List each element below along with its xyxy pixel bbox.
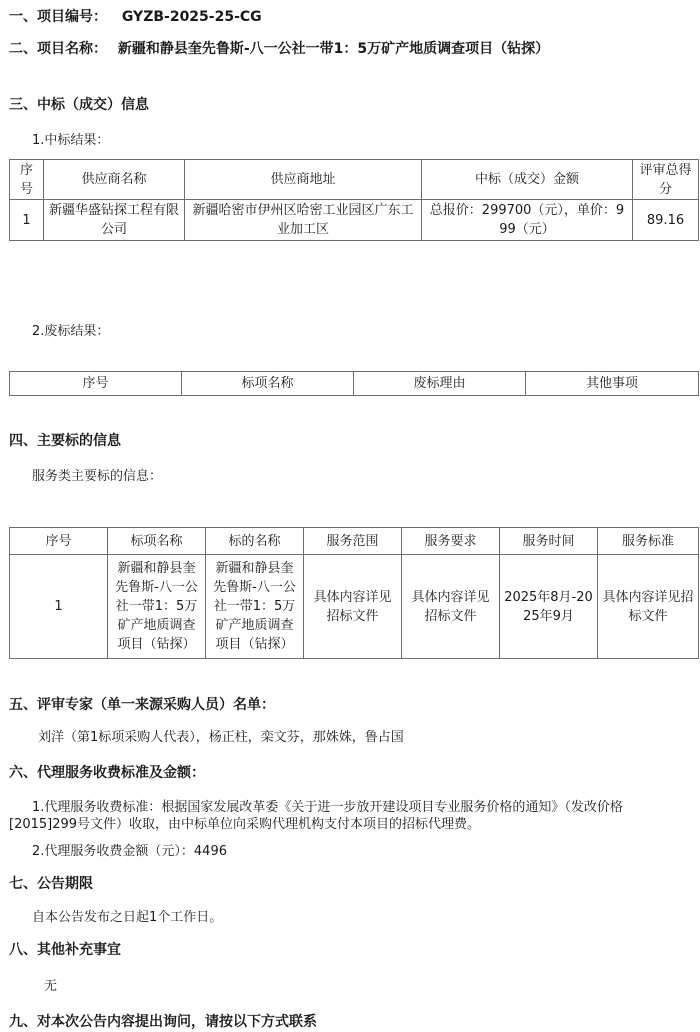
supplementary-text: 无 bbox=[44, 979, 58, 994]
project-number-value: GYZB-2025-25-CG bbox=[121, 9, 262, 25]
section7-heading: 七、公告期限 bbox=[9, 876, 93, 892]
section3-heading: 三、中标（成交）信息 bbox=[9, 97, 149, 113]
section4-heading: 四、主要标的信息 bbox=[9, 433, 121, 449]
col-header-service-time: 服务时间 bbox=[500, 528, 598, 555]
win-result-table bbox=[9, 159, 699, 241]
section9-heading: 九、对本次公告内容提出询问，请按以下方式联系 bbox=[9, 1014, 317, 1030]
section6-heading: 六、代理服务收费标准及金额： bbox=[9, 765, 205, 781]
project-name-heading: 二、项目名称： bbox=[9, 41, 107, 57]
win-table-header-row bbox=[10, 160, 699, 200]
col-header-service-standard: 服务标准 bbox=[598, 528, 699, 555]
col-header-service-scope: 服务范围 bbox=[304, 528, 402, 555]
fee-standard-line1: 1.代理服务收费标准：根据国家发展改革委《关于进一步放开建设项目专业服务价格的通知》（发改价格 bbox=[32, 800, 623, 815]
cell-service-requirement: 具体内容详见招标文件 bbox=[402, 555, 500, 659]
project-name-value: 新疆和静县奎先鲁斯-八一公社一带1：5万矿产地质调查项目（钻探） bbox=[117, 41, 550, 57]
fee-amount: 2.代理服务收费金额（元）：4496 bbox=[32, 844, 227, 859]
table-row bbox=[10, 555, 699, 659]
col-header-index: 序号 bbox=[10, 160, 44, 200]
notice-period: 自本公告发布之日起1个工作日。 bbox=[32, 910, 223, 925]
col-header-supplier-address: 供应商地址 bbox=[185, 160, 422, 200]
col-header-other-matters: 其他事项 bbox=[526, 372, 699, 396]
fail-table-header-row bbox=[10, 372, 699, 396]
cell-score: 89.16 bbox=[633, 200, 699, 241]
cell-service-time: 2025年8月-2025年9月 bbox=[500, 555, 598, 659]
col-header-lot-name: 标项名称 bbox=[108, 528, 206, 555]
col-header-lot-name: 标项名称 bbox=[182, 372, 354, 396]
col-header-supplier-name: 供应商名称 bbox=[44, 160, 185, 200]
cell-supplier-name: 新疆华盛钻探工程有限公司 bbox=[44, 200, 185, 241]
section8-heading: 八、其他补充事宜 bbox=[9, 942, 121, 958]
cell-lot-name: 新疆和静县奎先鲁斯-八一公社一带1：5万矿产地质调查项目（钻探） bbox=[108, 555, 206, 659]
project-number-heading: 一、项目编号： bbox=[9, 9, 107, 25]
col-header-score: 评审总得分 bbox=[633, 160, 699, 200]
project-name-line bbox=[9, 38, 549, 58]
fail-result-table bbox=[9, 371, 699, 396]
main-item-table bbox=[9, 527, 699, 659]
table-row bbox=[10, 200, 699, 241]
fee-standard-line2: [2015]299号文件）收取，由中标单位向采购代理机构支付本项目的招标代理费。 bbox=[9, 817, 481, 832]
col-header-index: 序号 bbox=[10, 528, 108, 555]
section5-heading: 五、评审专家（单一来源采购人员）名单： bbox=[9, 697, 275, 713]
win-result-label: 1.中标结果： bbox=[32, 133, 110, 148]
cell-subject-name: 新疆和静县奎先鲁斯-八一公社一带1：5万矿产地质调查项目（钻探） bbox=[206, 555, 304, 659]
col-header-subject-name: 标的名称 bbox=[206, 528, 304, 555]
fail-result-label: 2.废标结果： bbox=[32, 324, 110, 339]
cell-index: 1 bbox=[10, 555, 108, 659]
section4-intro: 服务类主要标的信息： bbox=[32, 469, 163, 484]
cell-supplier-address: 新疆哈密市伊州区哈密工业园区广东工业加工区 bbox=[185, 200, 422, 241]
col-header-index: 序号 bbox=[10, 372, 182, 396]
project-number-line bbox=[9, 6, 262, 26]
main-table-header-row bbox=[10, 528, 699, 555]
cell-service-scope: 具体内容详见招标文件 bbox=[304, 555, 402, 659]
col-header-service-requirement: 服务要求 bbox=[402, 528, 500, 555]
expert-list: 刘洋（第1标项采购人代表），杨正柱，栾文芬，那姝姝，鲁占国 bbox=[38, 730, 404, 745]
cell-index: 1 bbox=[10, 200, 44, 241]
col-header-bid-amount: 中标（成交）金额 bbox=[422, 160, 633, 200]
cell-bid-amount: 总报价：299700（元），单价：999（元） bbox=[422, 200, 633, 241]
cell-service-standard: 具体内容详见招标文件 bbox=[598, 555, 699, 659]
col-header-fail-reason: 废标理由 bbox=[354, 372, 526, 396]
